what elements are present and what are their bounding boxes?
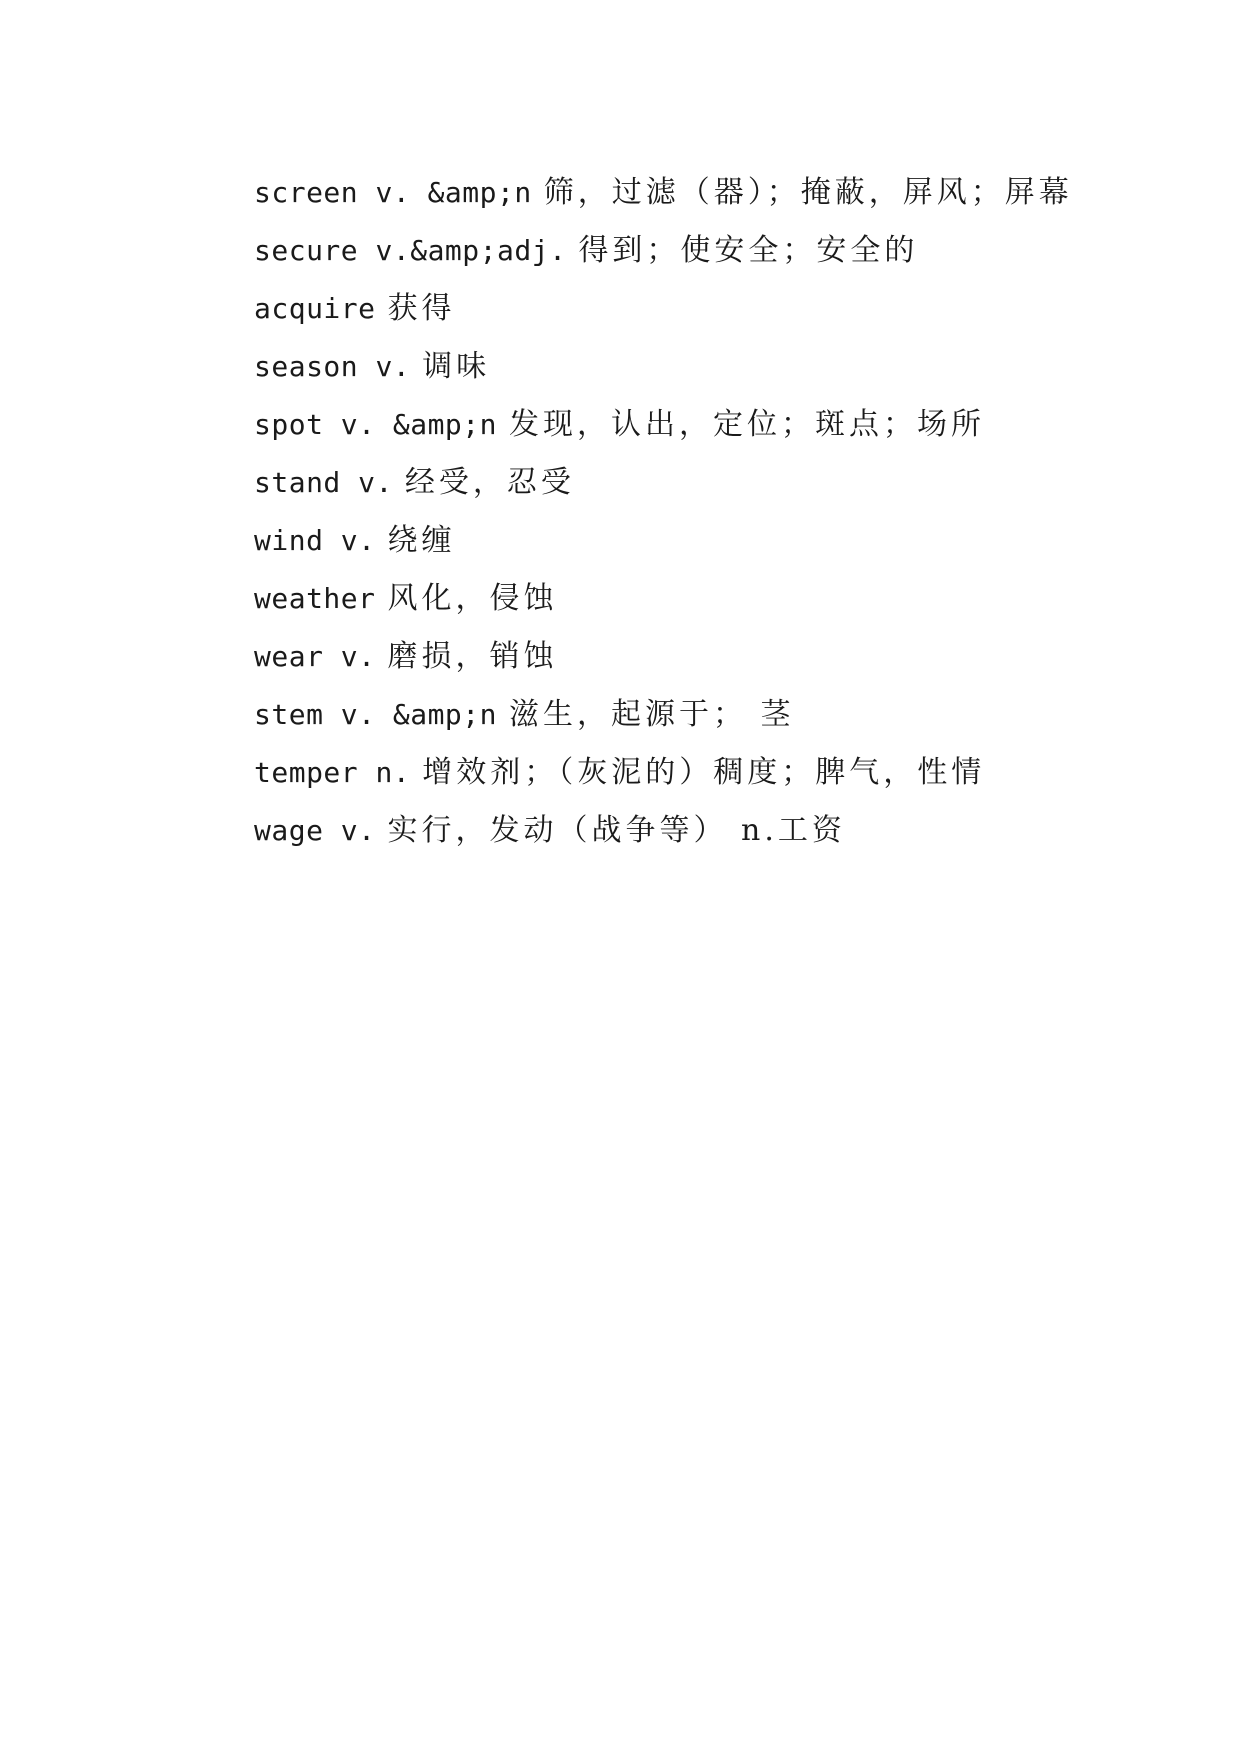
entry-definition: 滋生，起源于； 茎 xyxy=(509,697,795,732)
entry-definition: 筛，过滤（器）；掩蔽，屏风；屏幕 xyxy=(543,175,1073,210)
vocabulary-entry xyxy=(254,164,1154,222)
vocabulary-entry xyxy=(254,396,1154,454)
entry-definition: 磨损，销蚀 xyxy=(387,639,558,674)
entry-term: wage v. xyxy=(254,814,376,847)
entry-term: acquire xyxy=(254,292,376,325)
entry-definition: 实行，发动（战争等） n.工资 xyxy=(387,813,846,848)
vocabulary-entry xyxy=(254,222,1154,280)
vocabulary-list xyxy=(254,164,1154,860)
entry-term: wind v. xyxy=(254,524,376,557)
entry-definition: 增效剂；（灰泥的）稠度；脾气，性情 xyxy=(422,755,986,790)
vocabulary-entry xyxy=(254,338,1154,396)
entry-definition: 绕缠 xyxy=(387,523,456,558)
entry-term: stand v. xyxy=(254,466,393,499)
vocabulary-entry xyxy=(254,802,1154,860)
entry-term: secure v.&amp;adj. xyxy=(254,234,567,267)
entry-term: weather xyxy=(254,582,376,615)
vocabulary-entry xyxy=(254,512,1154,570)
entry-term: temper n. xyxy=(254,756,411,789)
entry-definition: 得到；使安全；安全的 xyxy=(578,233,919,268)
vocabulary-entry xyxy=(254,628,1154,686)
entry-definition: 风化，侵蚀 xyxy=(387,581,558,616)
entry-term: screen v. &amp;n xyxy=(254,176,532,209)
entry-term: spot v. &amp;n xyxy=(254,408,498,441)
vocabulary-entry xyxy=(254,454,1154,512)
entry-term: season v. xyxy=(254,350,411,383)
entry-definition: 发现，认出，定位；斑点；场所 xyxy=(509,407,986,442)
entry-definition: 获得 xyxy=(387,291,456,326)
vocabulary-entry xyxy=(254,744,1154,802)
entry-definition: 经受，忍受 xyxy=(404,465,575,500)
vocabulary-entry xyxy=(254,686,1154,744)
vocabulary-entry xyxy=(254,570,1154,628)
vocabulary-entry xyxy=(254,280,1154,338)
entry-term: wear v. xyxy=(254,640,376,673)
entry-term: stem v. &amp;n xyxy=(254,698,498,731)
entry-definition: 调味 xyxy=(422,349,491,384)
